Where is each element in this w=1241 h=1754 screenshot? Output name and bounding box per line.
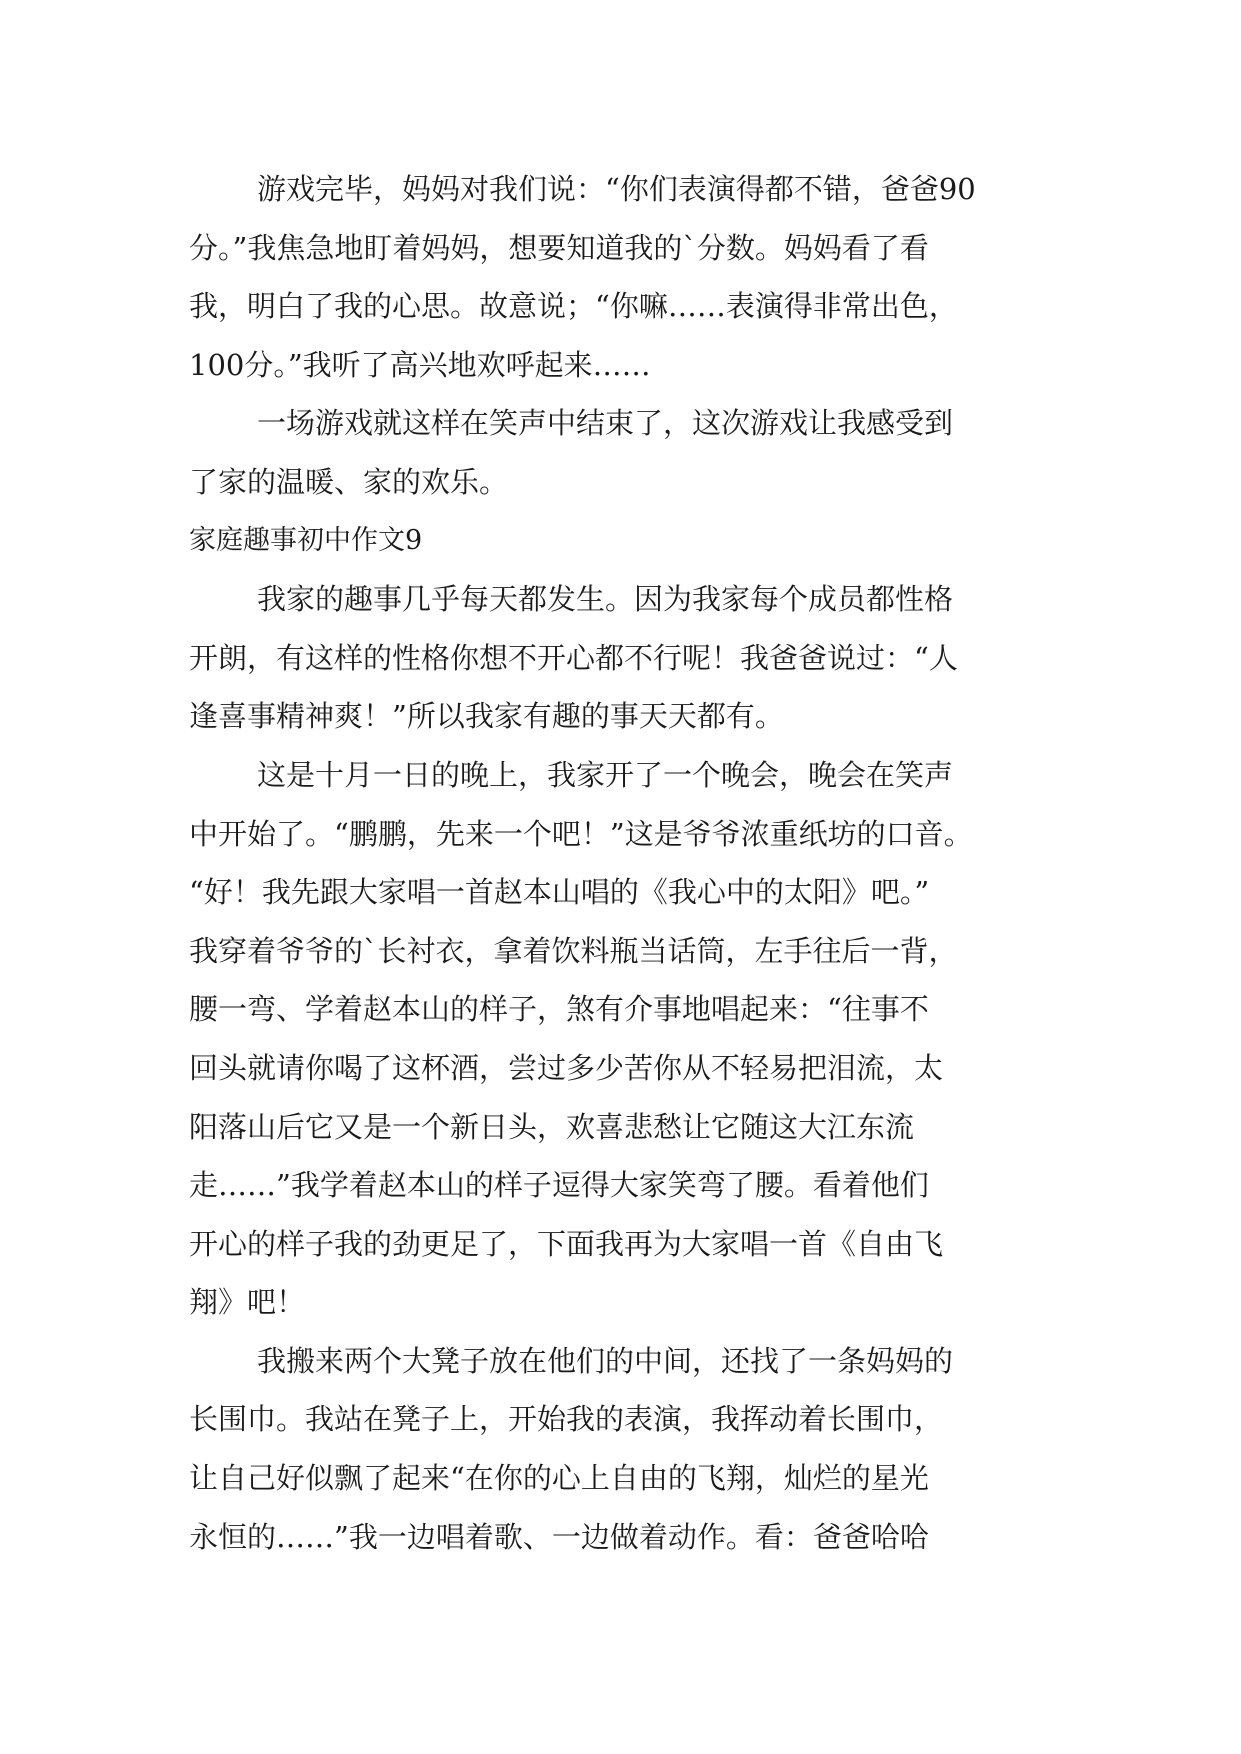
text-line: 翔》吧！ <box>189 1285 306 1320</box>
text-line: 这是十月一日的晚上，我家开了一个晚会，晚会在笑声 <box>257 757 954 792</box>
text-line: “好！我先跟大家唱一首赵本山唱的《我心中的太阳》吧。” <box>189 875 930 910</box>
section-heading: 家庭趣事初中作文9 <box>189 524 423 556</box>
text-line: 我，明白了我的心思。故意说；“你嘛……表演得非常出色， <box>189 289 958 324</box>
text-line: 分。”我焦急地盯着妈妈，想要知道我的`分数。妈妈看了看 <box>189 230 929 265</box>
text-line: 中开始了。“鹏鹏，先来一个吧！”这是爷爷浓重纸坊的口音。 <box>189 816 973 851</box>
text-line: 开心的样子我的劲更足了，下面我再为大家唱一首《自由飞 <box>189 1226 944 1261</box>
text-line: 100分。”我听了高兴地欢呼起来…… <box>189 347 651 382</box>
text-line: 我搬来两个大凳子放在他们的中间，还找了一条妈妈的 <box>257 1343 954 1378</box>
text-line: 永恒的……”我一边唱着歌、一边做着动作。看：爸爸哈哈 <box>189 1519 929 1554</box>
text-line: 了家的温暖、家的欢乐。 <box>189 464 509 499</box>
text-line: 开朗，有这样的性格你想不开心都不行呢！我爸爸说过：“人 <box>189 640 958 675</box>
text-line: 长围巾。我站在凳子上，开始我的表演，我挥动着长围巾， <box>189 1402 944 1437</box>
text-line: 回头就请你喝了这杯酒，尝过多少苦你从不轻易把泪流，太 <box>189 1050 944 1085</box>
text-line: 一场游戏就这样在笑声中结束了，这次游戏让我感受到 <box>257 406 954 441</box>
essay-body <box>189 160 1049 1566</box>
text-line: 腰一弯、学着赵本山的样子，煞有介事地唱起来：“往事不 <box>189 992 929 1027</box>
text-line: 我穿着爷爷的`长衬衣，拿着饮料瓶当话筒，左手往后一背， <box>189 933 958 968</box>
text-line: 逢喜事精神爽！”所以我家有趣的事天天都有。 <box>189 699 784 734</box>
text-line: 我家的趣事几乎每天都发生。因为我家每个成员都性格 <box>257 582 954 617</box>
text-line: 阳落山后它又是一个新日头，欢喜悲愁让它随这大江东流 <box>189 1109 915 1144</box>
text-line: 游戏完毕，妈妈对我们说：“你们表演得都不错，爸爸90 <box>257 172 976 206</box>
text-line: 让自己好似飘了起来“在你的心上自由的飞翔，灿烂的星光 <box>189 1461 929 1496</box>
text-line: 走……”我学着赵本山的样子逗得大家笑弯了腰。看着他们 <box>189 1168 929 1203</box>
